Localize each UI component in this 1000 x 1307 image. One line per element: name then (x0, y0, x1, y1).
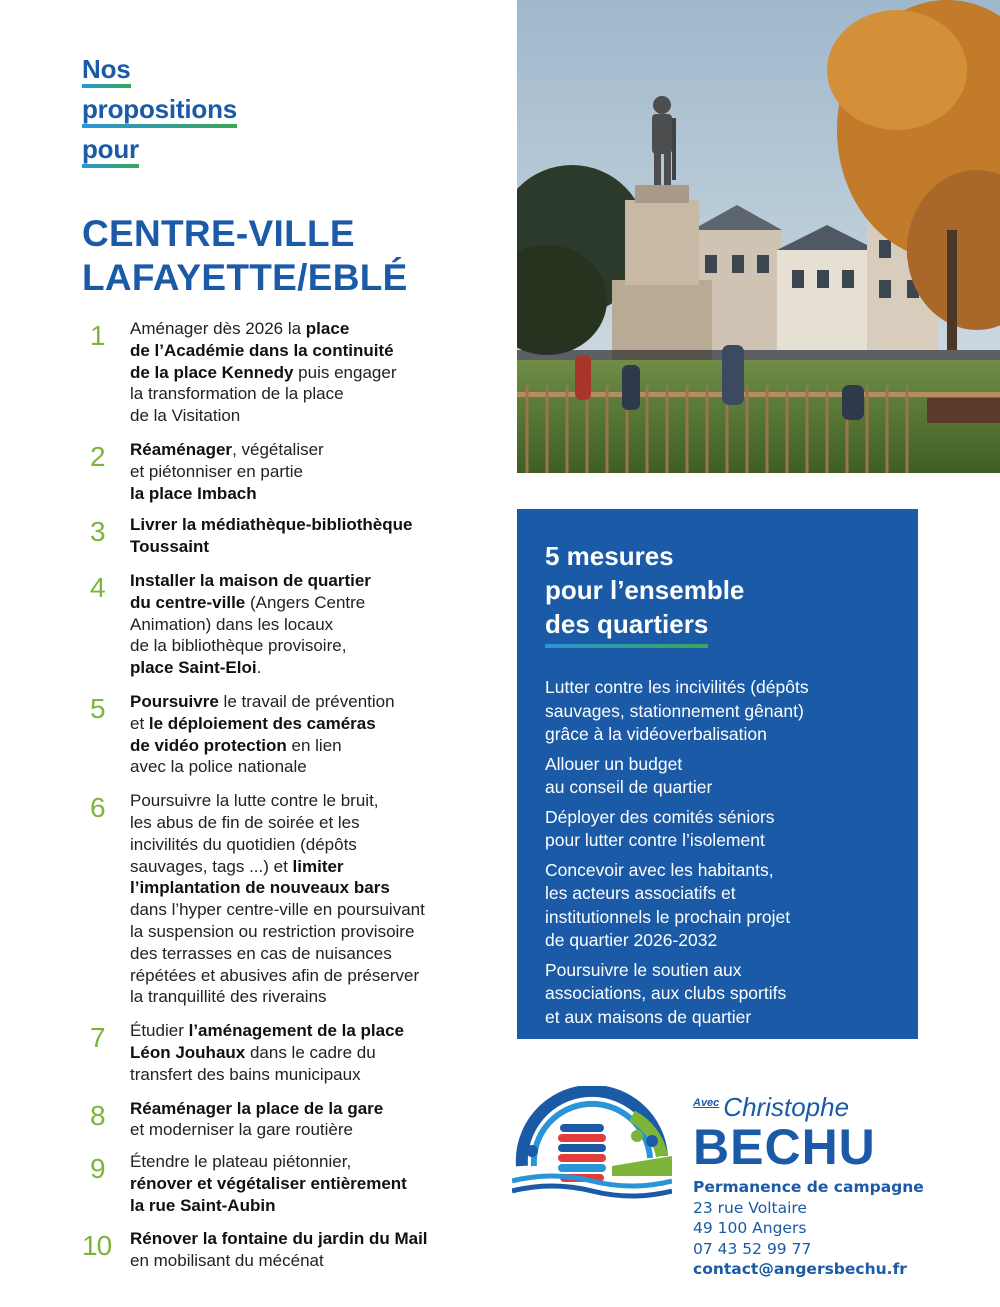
page-title-line-1: CENTRE-VILLE (82, 213, 355, 254)
proposal-text-bold: limiter (292, 856, 344, 876)
brand-first-name: Christophe (723, 1092, 850, 1122)
proposal-text-regular: et moderniser la gare routière (130, 1120, 354, 1140)
proposal-text (130, 1228, 492, 1272)
proposal-line (130, 1020, 492, 1042)
contact-phone[interactable]: 07 43 52 99 77 (693, 1239, 812, 1258)
contact-title: Permanence de campagne (693, 1178, 924, 1196)
measure-item (545, 753, 890, 800)
proposal-text (130, 318, 492, 427)
contact-street: 23 rue Voltaire (693, 1198, 807, 1217)
proposal-number: 4 (90, 571, 106, 603)
proposal-text-bold: Réaménager la place de la gare (130, 1098, 384, 1118)
proposal-text-regular: avec la police nationale (130, 757, 307, 777)
proposal-text-bold: le déploiement des caméras (148, 713, 376, 733)
proposal-text-regular: puis engager (293, 362, 397, 382)
proposal-text-regular: sauvages, tags ...) et (130, 856, 293, 876)
page-title-line-2: LAFAYETTE/EBLÉ (82, 257, 408, 298)
proposal-text-regular: (Angers Centre (245, 592, 366, 612)
proposal-number: 8 (90, 1099, 106, 1131)
contact-email[interactable]: contact@angersbechu.fr (693, 1260, 907, 1278)
proposal-line (130, 405, 492, 427)
proposal-item (82, 1020, 492, 1085)
proposal-number: 5 (90, 692, 106, 724)
proposal-line (130, 921, 492, 943)
proposal-text-regular: dans le cadre du (245, 1042, 376, 1062)
proposal-line (130, 877, 492, 899)
proposal-item (82, 1098, 492, 1142)
proposal-text-bold: de vidéo protection (130, 735, 287, 755)
measure-line: institutionnels le prochain projet (545, 906, 791, 927)
proposal-item (82, 1228, 492, 1272)
proposal-text-bold: de la place Kennedy (130, 362, 294, 382)
proposal-text-regular: , végétaliser (232, 439, 324, 459)
intro-line-3: pour (82, 136, 139, 168)
measure-item (545, 676, 890, 747)
proposal-line (130, 790, 492, 812)
proposal-text-regular: le travail de prévention (218, 691, 395, 711)
proposal-line (130, 514, 492, 536)
contact-block (693, 1177, 924, 1280)
proposal-text-bold: Réaménager (130, 439, 233, 459)
campaign-logo-icon (512, 1086, 672, 1206)
proposal-line (130, 856, 492, 878)
brand-name (693, 1092, 993, 1175)
proposal-text-regular: et (130, 713, 149, 733)
proposal-text-regular: de la Visitation (130, 406, 241, 426)
measure-line: Déployer des comités séniors (545, 806, 775, 827)
proposal-line (130, 635, 492, 657)
proposal-line (130, 483, 492, 505)
proposal-number: 6 (90, 792, 106, 824)
proposal-number: 2 (90, 440, 106, 472)
proposal-text-bold: Livrer la médiathèque-bibliothèque (130, 515, 413, 535)
proposal-text-regular: en mobilisant du mécénat (130, 1251, 324, 1271)
intro-title (82, 56, 237, 176)
proposal-text-regular: Poursuivre la lutte contre le bruit, (130, 791, 379, 811)
proposal-text (130, 790, 492, 1008)
measure-line: Lutter contre les incivilités (dépôts (545, 677, 809, 697)
proposal-line (130, 1064, 492, 1086)
proposal-text-bold: Poursuivre (130, 691, 219, 711)
proposal-text-bold: de l’Académie dans la continuité (130, 340, 394, 360)
proposal-line (130, 1042, 492, 1064)
measure-line: associations, aux clubs sportifs (545, 983, 787, 1003)
proposal-text (130, 570, 492, 679)
proposal-text (130, 1020, 492, 1085)
measures-title-line-2: pour l’ensemble (545, 575, 745, 605)
proposal-line (130, 735, 492, 757)
proposal-text-regular: incivilités du quotidien (dépôts (130, 834, 357, 854)
proposal-item (82, 514, 492, 558)
statue-square-photo (517, 0, 1000, 473)
proposal-line (130, 536, 492, 558)
proposal-text (130, 1098, 492, 1142)
proposal-line (130, 439, 492, 461)
proposal-text-regular: répétées et abusives afin de préserver (130, 965, 420, 985)
measure-line: de quartier 2026-2032 (545, 930, 718, 950)
proposal-line (130, 362, 492, 384)
proposal-line (130, 943, 492, 965)
proposal-number: 9 (90, 1153, 106, 1185)
proposal-item (82, 691, 492, 778)
measures-title-line-1: 5 mesures (545, 541, 674, 571)
measures-title-line-3: des quartiers (545, 607, 708, 644)
proposal-number: 1 (90, 320, 106, 351)
measure-line: Concevoir avec les habitants, (545, 859, 774, 880)
proposal-text-bold: la rue Saint-Aubin (130, 1195, 276, 1215)
measure-line: pour lutter contre l’isolement (545, 830, 765, 850)
proposal-text-regular: Étudier (130, 1021, 189, 1041)
proposal-line (130, 1173, 492, 1195)
proposal-text (130, 691, 492, 778)
measure-item (545, 959, 890, 1030)
measures-title (545, 539, 890, 644)
proposal-text-bold: Léon Jouhaux (130, 1042, 246, 1062)
proposal-line (130, 691, 492, 713)
proposal-text-bold: place Saint-Eloi (130, 658, 257, 678)
proposal-text-regular: dans l’hyper centre-ville en poursuivant (130, 900, 425, 920)
proposal-text-bold: Installer la maison de quartier (130, 570, 371, 590)
proposal-text-regular: Animation) dans les locaux (130, 614, 334, 634)
proposal-line (130, 657, 492, 679)
measure-line: sauvages, stationnement gênant) (545, 700, 804, 721)
proposal-line (130, 756, 492, 778)
measures-list (545, 676, 890, 1029)
measure-line: et aux maisons de quartier (545, 1006, 752, 1027)
proposal-line (130, 713, 492, 735)
proposal-text-regular: la transformation de la place (130, 384, 344, 404)
measure-item (545, 859, 890, 953)
proposal-text (130, 1151, 492, 1216)
proposal-text-regular: . (256, 658, 262, 678)
measure-line: grâce à la vidéoverbalisation (545, 724, 767, 744)
contact-city: 49 100 Angers (693, 1219, 807, 1237)
brand-avec: Avec (693, 1097, 720, 1109)
proposal-list (82, 318, 492, 1272)
proposal-item (82, 1151, 492, 1216)
measure-line: les acteurs associatifs et (545, 883, 736, 903)
proposal-line (130, 834, 492, 856)
proposal-text-bold: la place Imbach (130, 483, 257, 503)
proposal-text-regular: les abus de fin de soirée et les (130, 812, 360, 832)
proposal-line (130, 383, 492, 405)
proposal-text-bold: l’aménagement de la place (188, 1021, 405, 1041)
proposal-line (130, 899, 492, 921)
proposal-line (130, 1098, 492, 1120)
proposal-line (130, 592, 492, 614)
measure-line: Allouer un budget (545, 753, 683, 774)
proposal-line (130, 1228, 492, 1250)
proposal-text-regular: transfert des bains municipaux (130, 1064, 361, 1084)
proposal-line (130, 1151, 492, 1173)
measure-item (545, 806, 890, 853)
proposal-text-bold: Rénover la fontaine du jardin du Mail (130, 1229, 428, 1249)
measure-line: au conseil de quartier (545, 777, 713, 797)
proposal-number: 10 (82, 1230, 112, 1262)
measures-box (517, 509, 918, 1039)
proposal-item (82, 790, 492, 1008)
proposal-text-bold: rénover et végétaliser entièrement (130, 1173, 407, 1193)
proposal-text-bold: l’implantation de nouveaux bars (130, 878, 390, 898)
proposal-text-regular: et piétonniser en partie (130, 461, 303, 481)
proposal-text-bold: du centre-ville (130, 592, 246, 612)
proposal-text-regular: en lien (286, 735, 342, 755)
proposal-line (130, 1195, 492, 1217)
proposal-line (130, 965, 492, 987)
proposal-text-regular: Étendre le plateau piétonnier, (130, 1152, 352, 1172)
proposal-number: 7 (90, 1022, 106, 1054)
proposal-item (82, 439, 492, 504)
page-title (82, 212, 408, 300)
proposal-text-regular: de la bibliothèque provisoire, (130, 636, 347, 656)
proposal-number: 3 (90, 516, 106, 548)
proposal-item (82, 570, 492, 679)
proposal-line (130, 570, 492, 592)
proposal-line (130, 986, 492, 1008)
proposal-text (130, 514, 492, 558)
proposal-text-regular: la suspension ou restriction provisoire (130, 921, 415, 941)
proposal-line (130, 614, 492, 636)
proposal-line (130, 340, 492, 362)
proposal-text-regular: Aménager dès 2026 la (130, 319, 306, 338)
proposal-text-bold: place (305, 319, 350, 338)
proposal-line (130, 461, 492, 483)
proposal-item (82, 318, 492, 427)
proposal-line (130, 1250, 492, 1272)
proposal-text-bold: Toussaint (130, 537, 210, 557)
brand-last-name: BECHU (693, 1119, 876, 1175)
proposal-line (130, 1119, 492, 1141)
proposal-text-regular: des terrasses en cas de nuisances (130, 943, 392, 963)
proposal-line (130, 812, 492, 834)
proposal-text (130, 439, 492, 504)
intro-line-2: propositions (82, 96, 237, 128)
proposal-text-regular: la tranquillité des riverains (130, 987, 327, 1007)
proposal-line (130, 318, 492, 340)
intro-line-1: Nos (82, 56, 131, 88)
measure-line: Poursuivre le soutien aux (545, 959, 742, 980)
